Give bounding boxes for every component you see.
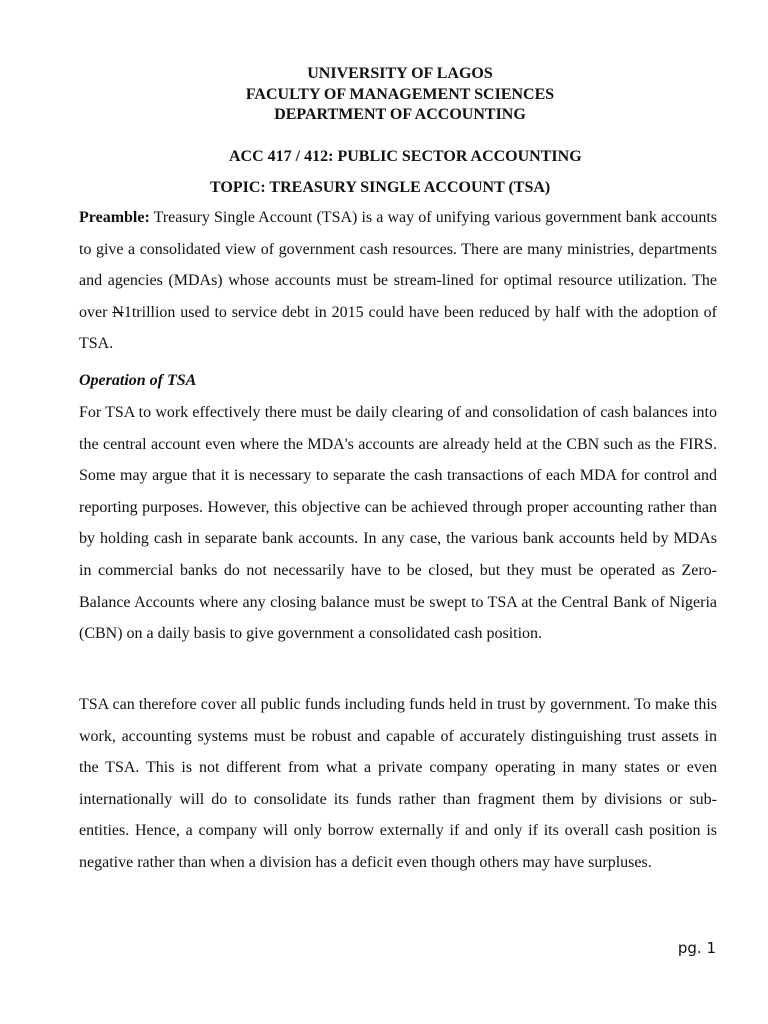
operation-paragraph-2: TSA can therefore cover all public funds including funds held in trust by government. To make this work, accounting systems must be robust and capable of accurately distinguishing trust assets in the TSA. This is not different from what a private company operating in many states or even internationally will do to consolidate its funds rather than fragment them by divisions or sub-entities. Hence, a company will only borrow externally if and only if its overall cash position is negative rather than when a division has a deficit even though others may have surpluses. [79,696,717,871]
preamble-text-part1: Treasury Single Account (TSA) is a way of unifying various government bank accounts to give a consolidated view of government cash resources. There are many ministries, departments and agencies (MDAs) whose accounts must be stream-lined for optimal resource utilization. The over [79,209,717,321]
section-heading: Operation of TSA [79,372,197,389]
university-name: UNIVERSITY OF LAGOS [307,65,493,82]
topic-title: TOPIC: TREASURY SINGLE ACCOUNT (TSA) [210,179,551,196]
page-number: pg. 1 [677,939,716,957]
department-name: DEPARTMENT OF ACCOUNTING [274,106,526,123]
course-title: ACC 417 / 412: PUBLIC SECTOR ACCOUNTING [229,148,582,165]
naira-symbol: N [112,303,124,321]
preamble-label: Preamble: [79,209,150,226]
operation-paragraph-1: For TSA to work effectively there must be daily clearing of and consolidation of cash balances into the central account even where the MDA's accounts are already held at the CBN such as the FIRS. Some may argue that it is necessary to separate the cash transactions of each MDA for control and reporting purposes. However, this objective can be achieved through proper accounting rather than by holding cash in separate bank accounts. In any case, the various bank accounts held by MDAs in commercial banks do not necessarily have to be closed, but they must be operated as Zero-Balance Accounts where any closing balance must be swept to TSA at the Central Bank of Nigeria (CBN) on a daily basis to give government a consolidated cash position. [79,404,717,643]
preamble-text-part2: 1trillion used to service debt in 2015 could have been reduced by half with the adoption of TSA. [79,303,717,353]
document-header [0,64,768,126]
preamble-paragraph [79,202,717,360]
faculty-name: FACULTY OF MANAGEMENT SCIENCES [245,85,555,103]
